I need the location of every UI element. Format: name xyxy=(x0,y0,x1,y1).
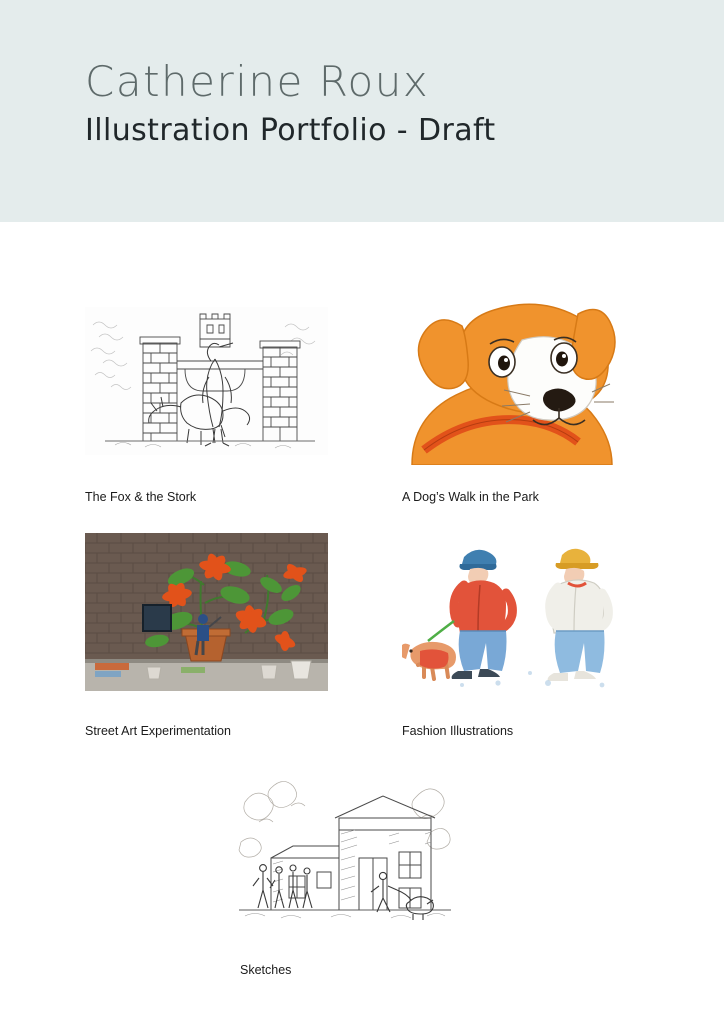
gallery-item-dog-walk[interactable] xyxy=(402,300,622,504)
gallery-item-sketches[interactable] xyxy=(231,772,456,977)
gallery-item-caption: Sketches xyxy=(240,963,292,977)
gallery-item-caption: Fashion Illustrations xyxy=(402,724,514,738)
gallery-item-caption: The Fox & the Stork xyxy=(85,490,197,504)
gallery-item-fashion[interactable] xyxy=(402,533,618,738)
gallery-item-street-art[interactable] xyxy=(85,533,328,738)
page-title: Catherine Roux xyxy=(85,57,430,106)
thumbnail-fashion[interactable] xyxy=(402,533,618,693)
gallery-item-caption: A Dog’s Walk in the Park xyxy=(402,490,539,504)
thumbnail-sketches[interactable] xyxy=(231,772,456,929)
thumbnail-fox-stork[interactable] xyxy=(85,307,328,455)
thumbnail-dog-walk[interactable] xyxy=(402,300,622,465)
painted-flowers-on-brick-wall-photo xyxy=(85,533,328,691)
pen-sketch-of-building xyxy=(231,772,456,929)
gallery-item-caption: Street Art Experimentation xyxy=(85,724,231,738)
ink-line-drawing-illustration xyxy=(85,307,328,455)
cartoon-dog-illustration xyxy=(402,300,622,465)
watercolour-figures-illustration xyxy=(402,533,618,693)
gallery-item-fox-stork[interactable] xyxy=(85,307,328,504)
header-band xyxy=(0,0,724,222)
page-subtitle: Illustration Portfolio - Draft xyxy=(85,113,496,148)
thumbnail-street-art[interactable] xyxy=(85,533,328,691)
